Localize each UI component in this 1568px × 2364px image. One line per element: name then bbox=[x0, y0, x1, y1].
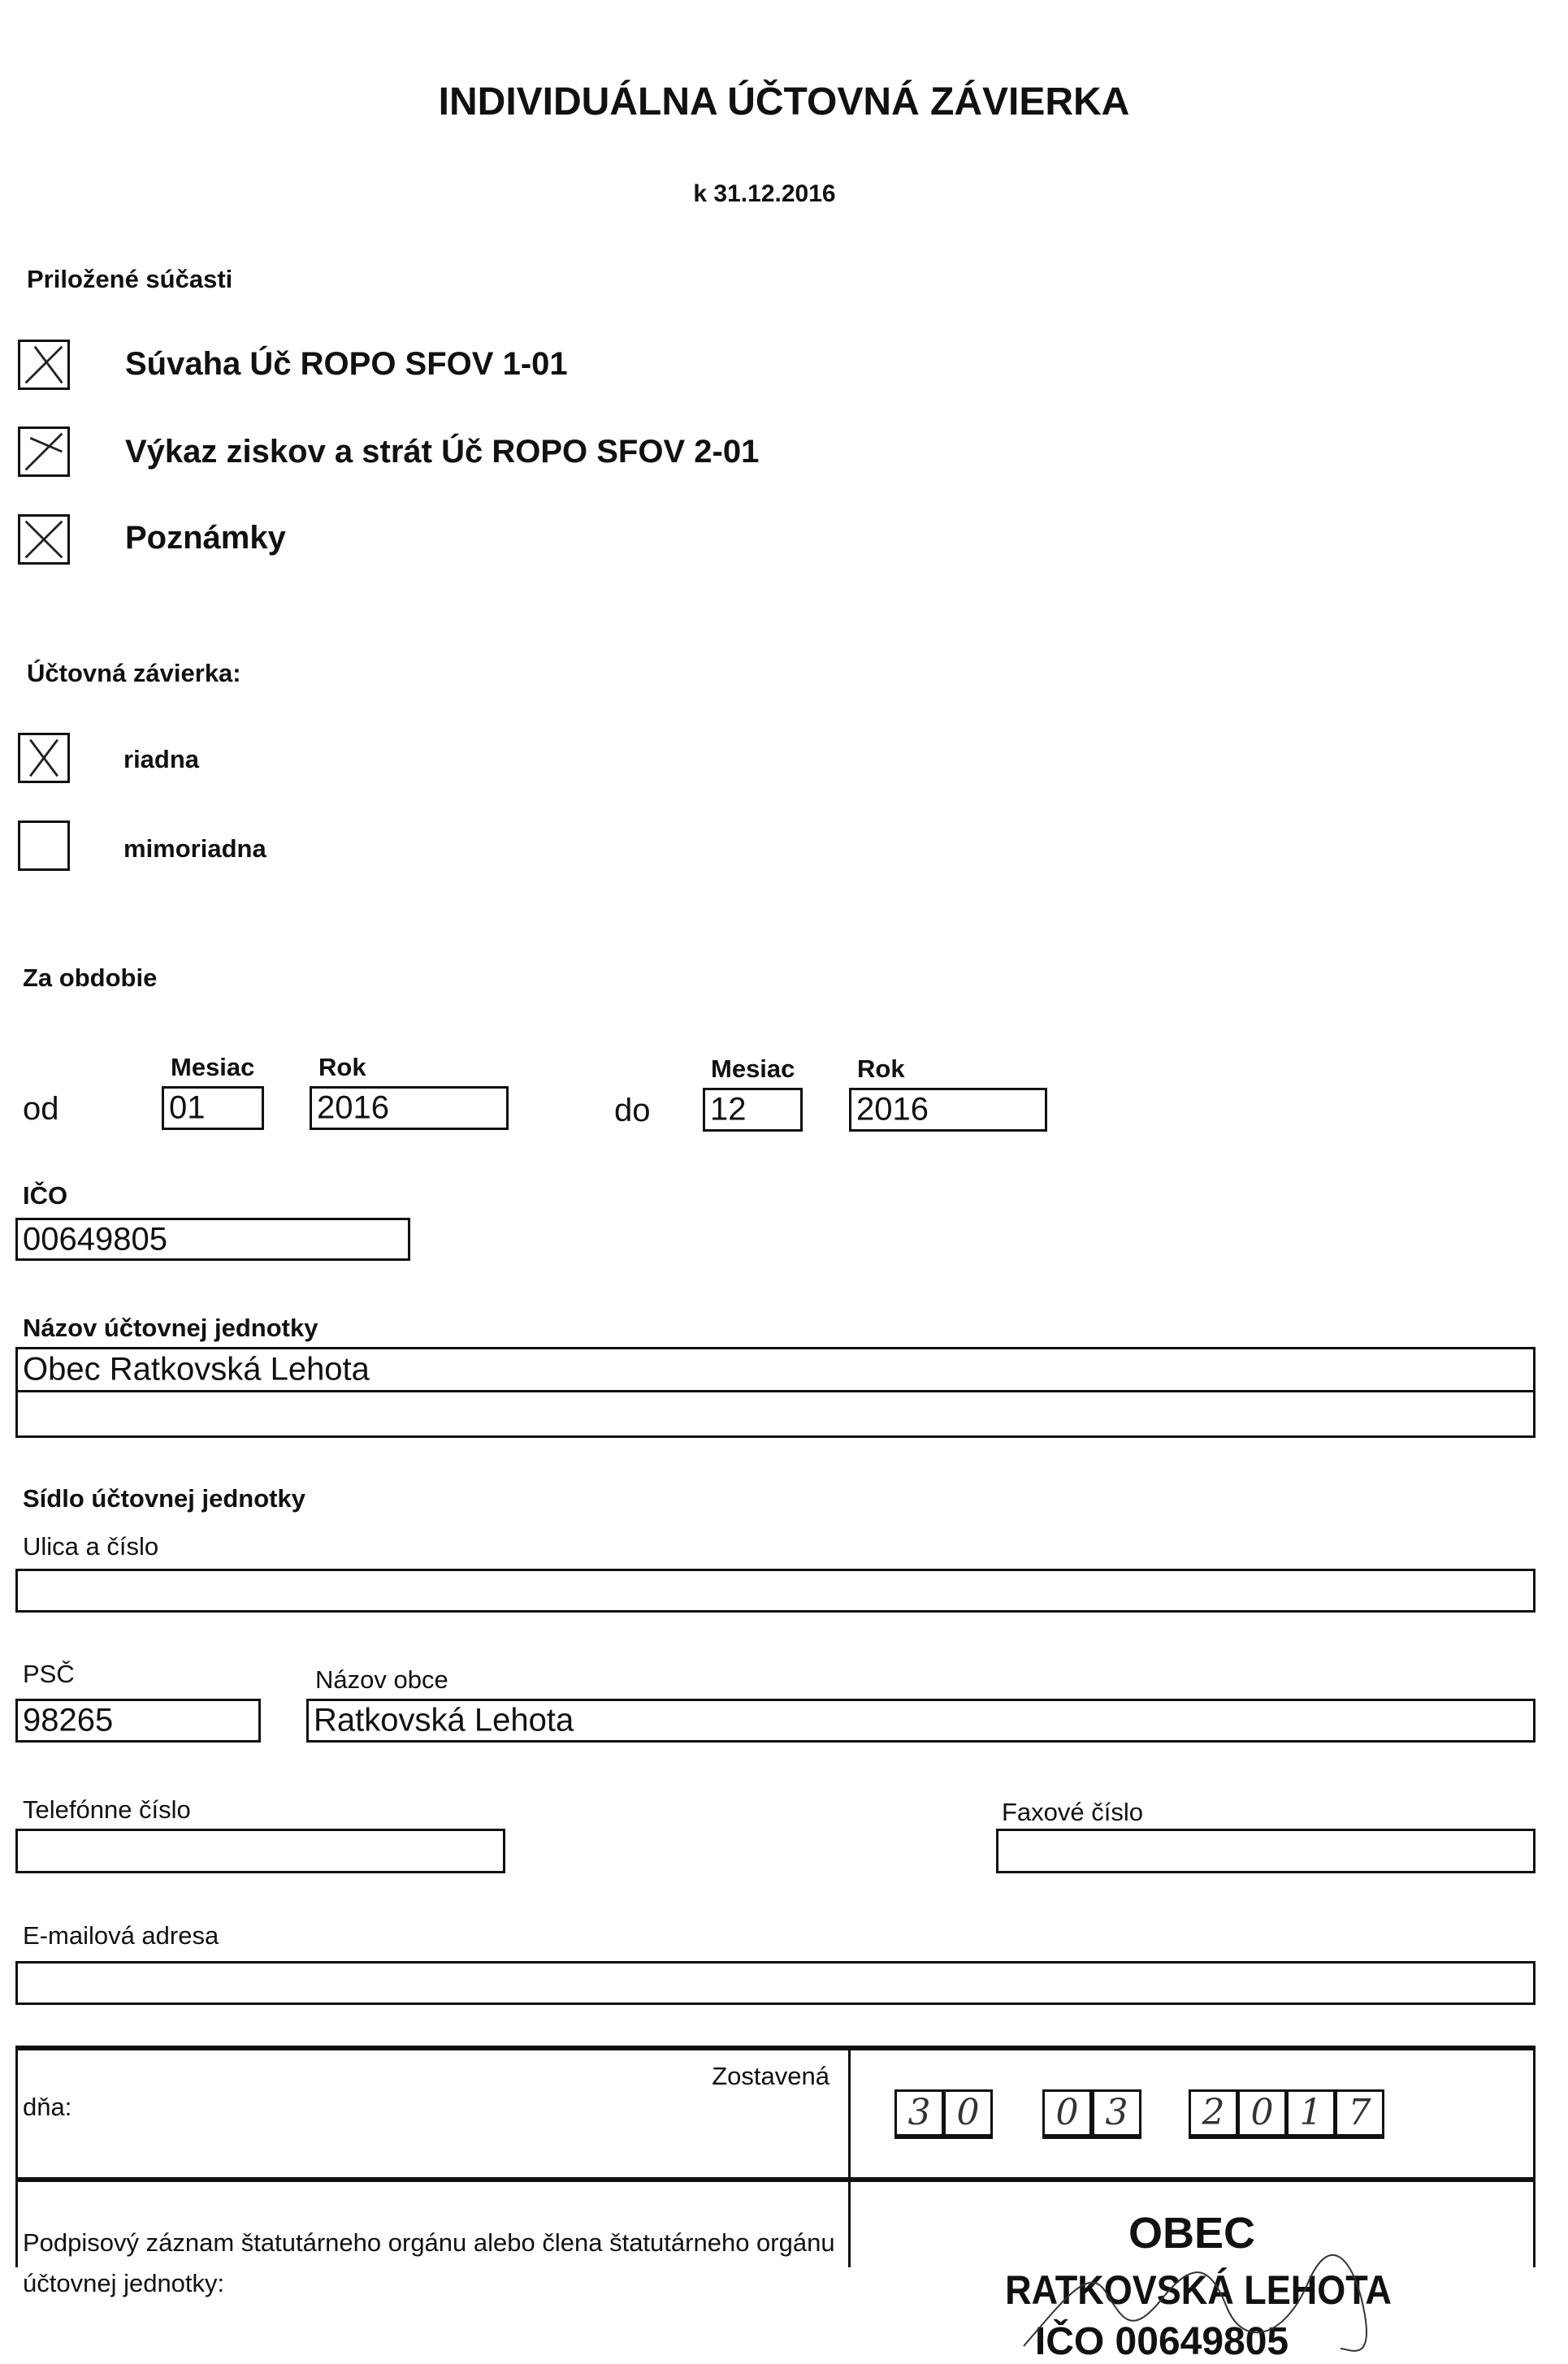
psc-field[interactable] bbox=[15, 1699, 261, 1743]
attachment-checkbox-notes[interactable] bbox=[18, 514, 70, 565]
date-digit[interactable]: 3 bbox=[1092, 2089, 1141, 2139]
statement-type-heading: Účtovná závierka: bbox=[27, 659, 241, 687]
street-field[interactable] bbox=[15, 1569, 1536, 1613]
city-label: Názov obce bbox=[315, 1665, 448, 1694]
name-line1: Obec Ratkovská Lehota bbox=[23, 1351, 370, 1388]
from-month-value: 01 bbox=[169, 1089, 206, 1126]
attachment-checkbox-balance[interactable] bbox=[18, 340, 70, 390]
city-field[interactable] bbox=[306, 1699, 1536, 1743]
seat-heading: Sídlo účtovnej jednotky bbox=[23, 1484, 305, 1513]
mimoriadna-checkbox[interactable] bbox=[18, 820, 70, 871]
stamp-line3: IČO 00649805 bbox=[1034, 2320, 1289, 2363]
signature-scribble bbox=[1016, 2250, 1389, 2349]
date-digit[interactable]: 0 bbox=[943, 2089, 993, 2139]
to-year-field[interactable] bbox=[849, 1088, 1047, 1132]
attachment-label: Poznámky bbox=[125, 520, 286, 556]
name-field[interactable] bbox=[15, 1347, 1536, 1438]
riadna-checkbox[interactable] bbox=[18, 733, 70, 783]
report-date: k 31.12.2016 bbox=[693, 180, 836, 207]
street-label: Ulica a číslo bbox=[23, 1532, 159, 1561]
stamp-line2: RATKOVSKÁ LEHOTA bbox=[1005, 2267, 1392, 2313]
signature-label: Podpisový záznam štatutárneho orgánu alebo člena štatutárneho orgánu účtovnej jednotky: bbox=[23, 2228, 835, 2297]
page-title: INDIVIDUÁLNA ÚČTOVNÁ ZÁVIERKA bbox=[438, 80, 1130, 123]
psc-label: PSČ bbox=[23, 1660, 75, 1688]
attachment-label: Výkaz ziskov a strát Úč ROPO SFOV 2-01 bbox=[125, 434, 760, 470]
ico-value: 00649805 bbox=[23, 1221, 167, 1257]
mimoriadna-label: mimoriadna bbox=[123, 834, 266, 863]
date-digit[interactable]: 3 bbox=[894, 2089, 944, 2139]
to-month-label: Mesiac bbox=[711, 1054, 795, 1083]
name-label: Názov účtovnej jednotky bbox=[23, 1314, 318, 1342]
to-year-value: 2016 bbox=[856, 1091, 929, 1128]
to-month-field[interactable] bbox=[703, 1088, 803, 1132]
riadna-label: riadna bbox=[123, 745, 200, 773]
date-digit[interactable]: 2 bbox=[1189, 2089, 1238, 2139]
from-year-label: Rok bbox=[318, 1053, 366, 1081]
compiled-label-top: Zostavená bbox=[712, 2062, 829, 2090]
attachments-heading: Priložené súčasti bbox=[27, 265, 233, 293]
from-year-field[interactable] bbox=[310, 1086, 509, 1130]
ico-field[interactable] bbox=[15, 1218, 410, 1261]
from-label: od bbox=[23, 1091, 59, 1127]
fax-field[interactable] bbox=[996, 1829, 1536, 1873]
date-digit[interactable]: 7 bbox=[1335, 2089, 1384, 2139]
attachment-checkbox-income[interactable] bbox=[18, 426, 70, 477]
city-value: Ratkovská Lehota bbox=[314, 1702, 574, 1738]
date-digit[interactable]: 1 bbox=[1286, 2089, 1336, 2139]
from-month-field[interactable] bbox=[162, 1086, 264, 1130]
date-digit[interactable]: 0 bbox=[1237, 2089, 1287, 2139]
fax-label: Faxové číslo bbox=[1002, 1798, 1144, 1826]
attachment-label: Súvaha Úč ROPO SFOV 1-01 bbox=[125, 346, 568, 382]
period-heading: Za obdobie bbox=[23, 963, 158, 992]
ico-label: IČO bbox=[23, 1181, 68, 1210]
from-year-value: 2016 bbox=[317, 1089, 389, 1126]
compiled-label: dňa: bbox=[23, 2093, 72, 2121]
date-digit[interactable]: 0 bbox=[1042, 2089, 1092, 2139]
email-field[interactable] bbox=[15, 1961, 1536, 2005]
email-label: E-mailová adresa bbox=[23, 1921, 219, 1950]
phone-label: Telefónne číslo bbox=[23, 1795, 191, 1824]
to-label: do bbox=[614, 1093, 651, 1128]
from-month-label: Mesiac bbox=[171, 1053, 255, 1081]
psc-value: 98265 bbox=[23, 1702, 114, 1738]
phone-field[interactable] bbox=[15, 1829, 505, 1873]
stamp-line1: OBEC bbox=[1128, 2209, 1256, 2258]
to-year-label: Rok bbox=[857, 1054, 905, 1083]
to-month-value: 12 bbox=[710, 1091, 747, 1128]
